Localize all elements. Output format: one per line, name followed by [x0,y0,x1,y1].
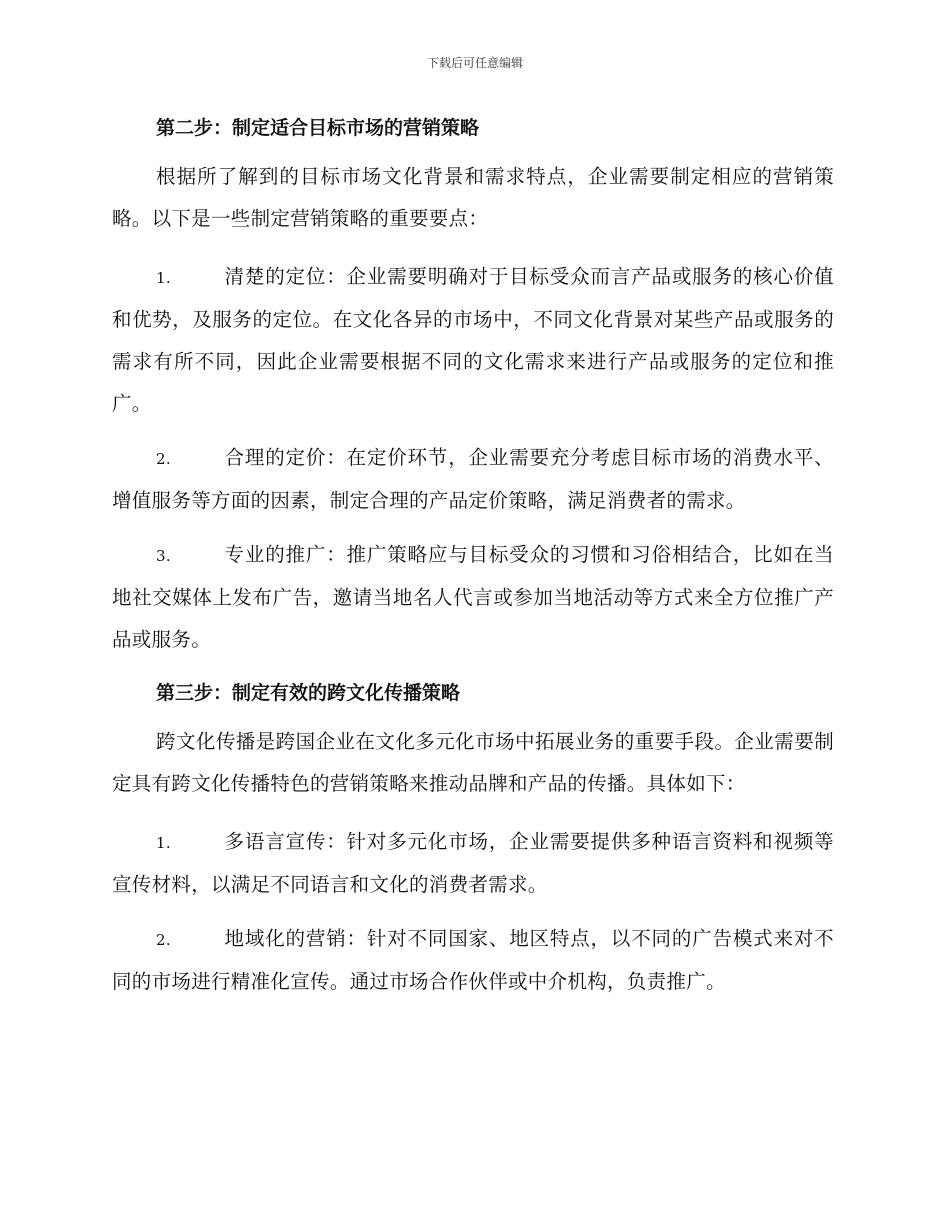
item-text: 多语言宣传：针对多元化市场，企业需要提供多种语言资料和视频等宣传材料，以满足不同语言和文化的消费者需求。 [112,830,834,896]
item-number: 1. [156,269,171,287]
section-3-item-1 [112,821,834,906]
page-header: 下载后可任意编辑 [426,56,523,70]
section-2-item-2 [112,437,834,522]
item-number: 2. [156,931,171,949]
item-text: 专业的推广：推广策略应与目标受众的习惯和习俗相结合，比如在当地社交媒体上发布广告，邀请当地名人代言或参加当地活动等方式来全方位推广产品或服务。 [112,543,834,651]
section-3-heading: 第三步：制定有效的跨文化传播策略 [156,682,461,704]
document-body [112,108,834,1003]
section-3-intro: 跨文化传播是跨国企业在文化多元化市场中拓展业务的重要手段。企业需要制定具有跨文化传播特色的营销策略来推动品牌和产品的传播。具体如下： [112,730,834,795]
section-3-item-2 [112,918,834,1003]
item-text: 清楚的定位：企业需要明确对于目标受众而言产品或服务的核心价值和优势，及服务的定位。在文化各异的市场中，不同文化背景对某些产品或服务的需求有所不同，因此企业需要根据不同的文化需求来进行产品或服务的定位和推广。 [112,265,834,415]
item-number: 2. [156,450,171,468]
section-2-item-3 [112,534,834,661]
item-text: 合理的定价：在定价环节，企业需要充分考虑目标市场的消费水平、增值服务等方面的因素，制定合理的产品定价策略，满足消费者的需求。 [112,446,834,512]
section-2-heading: 第二步：制定适合目标市场的营销策略 [156,117,480,139]
section-2-intro: 根据所了解到的目标市场文化背景和需求特点，企业需要制定相应的营销策略。以下是一些制定营销策略的重要要点： [112,165,834,230]
item-text: 地域化的营销：针对不同国家、地区特点，以不同的广告模式来对不同的市场进行精准化宣传。通过市场合作伙伴或中介机构，负责推广。 [112,927,834,993]
item-number: 3. [156,547,171,565]
item-number: 1. [156,834,171,852]
section-2-item-1 [112,256,834,425]
